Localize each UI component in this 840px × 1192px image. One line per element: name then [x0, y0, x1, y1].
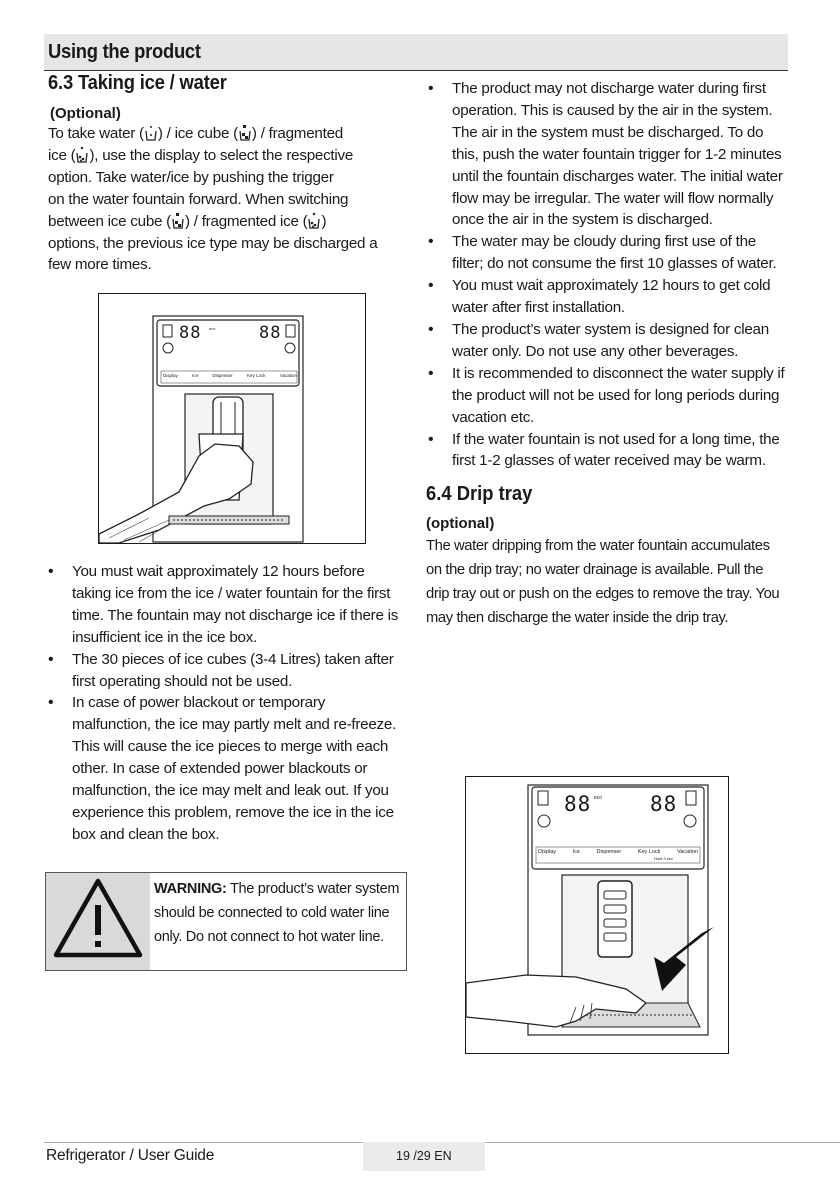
display-eco-label: eco: [209, 326, 216, 331]
section-64-paragraph: The water dripping from the water fountain accumulates on the drip tray; no water drainage is available. Pull the drip tray out or push on the edges to remove the tray. You may then discharge the water inside the drip tray.: [426, 538, 780, 627]
footer-guide-title: Refrigerator / User Guide: [46, 1147, 215, 1164]
display2-digits-right: 88: [650, 792, 678, 816]
list-item: • The product’s water system is designed for clean water only. Do not use any other beverages.: [426, 319, 788, 363]
display-digits-left: 88: [179, 323, 202, 343]
list-item: • The 30 pieces of ice cubes (3-4 Litres) taken after first operating should not be used.: [46, 649, 406, 693]
left-column: [48, 72, 410, 276]
list-item: • If the water fountain is not used for a long time, the first 1-2 glasses of water received may be warm.: [426, 429, 788, 473]
section-64-optional: (optional): [426, 515, 495, 533]
list-item: • The product may not discharge water during first operation. This is caused by the air in the system. The air in the system must be discharged. To do this, push the water fountain trigger for 1-2 minutes until the fountain discharges water. The initial water flow may be irregular. The water will flow normally once the air in the system is discharged.: [426, 78, 788, 231]
fragmented-ice-icon-2: [307, 212, 321, 230]
drip-tray-illustration: [465, 776, 729, 1054]
display2-button-labels: Display Ice Dispenser Key Lock Vacation: [538, 849, 698, 855]
list-item: • You must wait approximately 12 hours to get cold water after first installation.: [426, 275, 788, 319]
section-header-title: Using the product: [48, 41, 201, 63]
display2-eco-label: eco: [594, 795, 603, 801]
list-item: • In case of power blackout or temporary malfunction, the ice may partly melt and re-freeze. This will cause the ice pieces to merge with each other. In case of extended power blackouts or malfunction, the ice may melt and leak out. If you experience this problem, remove the ice in the ice box and clean the box.: [46, 692, 406, 845]
display2-digits-left: 88: [564, 792, 592, 816]
footer-page-number: 19 /29 EN: [396, 1149, 452, 1163]
warning-box: [45, 872, 407, 971]
section-63-optional: (Optional): [50, 105, 121, 122]
footer-page-box: [363, 1142, 485, 1171]
warning-label: WARNING:: [154, 881, 227, 897]
list-item: • It is recommended to disconnect the water supply if the product will not be used for long periods during vacation etc.: [426, 363, 788, 429]
section-header-bar: [44, 34, 788, 71]
water-icon: [144, 124, 158, 142]
section-63-paragraph: To take water ( ) / ice cube ( ) / fragmented ice ( ), use the display to select the respective option. Take water/ice by pushing the trigger on the water fountain forward. When switching between ice cube ( ) / fragmented ice ( ) options, the previous ice type may be discharged a few more times.: [48, 125, 378, 274]
display2-sublabel: Hold 3 sec: [654, 856, 673, 861]
warning-text: [154, 877, 400, 949]
display-digits-right: 88: [259, 323, 282, 343]
dispenser-illustration: [98, 293, 366, 544]
ice-cube-icon-2: [171, 212, 185, 230]
warning-icon-cell: [46, 873, 150, 970]
ice-cube-icon: [238, 124, 252, 142]
display-button-labels: Display Ice Dispenser Key Lock Vacation: [163, 373, 297, 378]
list-item: • You must wait approximately 12 hours before taking ice from the ice / water fountain for the first time. The fountain may not discharge ice if there is insufficient ice in the ice box.: [46, 561, 406, 649]
warning-body: The product’s water system should be connected to cold water line only. Do not connect to hot water line.: [154, 881, 400, 945]
section-64-heading: 6.4 Drip tray: [426, 483, 533, 506]
fragmented-ice-icon: [75, 146, 89, 164]
warning-triangle-icon: [46, 873, 150, 970]
left-bullets-block: [46, 561, 406, 846]
section-63-heading: 6.3 Taking ice / water: [48, 72, 227, 94]
right-column: [426, 78, 788, 630]
list-item: • The water may be cloudy during first use of the filter; do not consume the first 10 glasses of water.: [426, 231, 788, 275]
